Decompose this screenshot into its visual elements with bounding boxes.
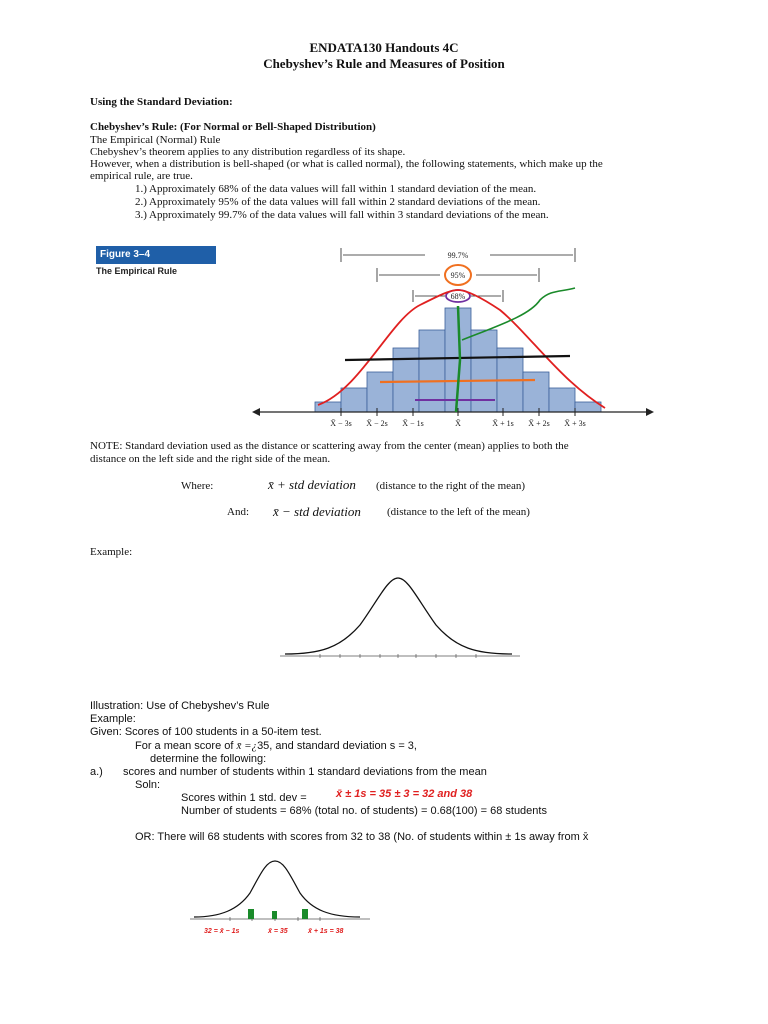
pct-mid-label: 95% — [450, 271, 466, 280]
illustration-title: Illustration: Use of Chebyshev’s Rule — [90, 700, 270, 712]
tick-minus-3s: X̄ − 3s — [330, 419, 352, 428]
and-formula: x̄ − std deviation — [273, 504, 361, 519]
mean-line — [135, 740, 417, 753]
illustration-bell-curve — [190, 855, 370, 925]
doc-title: ENDATA130 Handouts 4C — [309, 40, 459, 55]
where-label: Where: — [181, 480, 214, 492]
and-label: And: — [227, 506, 249, 518]
note-line-1: NOTE: Standard deviation used as the distance or scattering away from the center (mean) applies to both the — [90, 440, 569, 452]
mean-line-formula: x̄ =¿ — [236, 740, 258, 752]
given-line: Given: Scores of 100 students in a 50-item test. — [90, 726, 322, 738]
note-line-2: distance on the left side and the right side of the mean. — [90, 453, 331, 465]
rule-item-2: 2.) Approximately 95% of the data values will fall within 2 standard deviations of the mean. — [135, 196, 541, 208]
empirical-rule-figure — [240, 240, 660, 435]
example-label: Example: — [90, 546, 133, 558]
handwritten-scores: x̄ ± 1s = 35 ± 3 = 32 and 38 — [336, 788, 473, 800]
pct-inner-label: 68% — [450, 292, 466, 301]
tick-plus-3s: X̄ + 3s — [564, 419, 586, 428]
handwritten-left-label: 32 = x̄ − 1s — [204, 928, 240, 935]
determine-line: determine the following: — [150, 753, 267, 765]
example-bell-curve — [280, 570, 520, 665]
intro-line-3: empirical rule, are true. — [90, 170, 193, 182]
illustration-example: Example: — [90, 713, 136, 725]
item-a-text: scores and number of students within 1 standard deviations from the mean — [123, 766, 487, 778]
figure-label: Figure 3–4 — [96, 246, 216, 264]
where-description: (distance to the right of the mean) — [376, 480, 526, 492]
section-heading: Using the Standard Deviation: — [90, 96, 233, 108]
doc-subtitle: Chebyshev’s Rule and Measures of Position — [263, 56, 505, 71]
or-line: OR: There will 68 students with scores from 32 to 38 (No. of students within ± 1s away from x̄ — [135, 831, 589, 843]
tick-mean: X̄ — [455, 419, 461, 428]
pct-outer-label: 99.7% — [447, 251, 469, 260]
tick-plus-2s: X̄ + 2s — [528, 419, 550, 428]
where-formula: x̄ + std deviation — [268, 477, 356, 492]
figure-title: The Empirical Rule — [96, 266, 178, 276]
soln-label: Soln: — [135, 779, 161, 791]
scores-within-line: Scores within 1 std. dev = — [181, 792, 307, 804]
rule-item-3: 3.) Approximately 99.7% of the data values will fall within 3 standard deviations of the mean. — [135, 209, 549, 221]
handwritten-right-label: x̄ + 1s = 38 — [308, 928, 344, 935]
and-description: (distance to the left of the mean) — [387, 506, 530, 518]
mean-line-pre: For a mean score of — [135, 740, 237, 752]
tick-plus-1s: X̄ + 1s — [492, 419, 514, 428]
rule-name: The Empirical (Normal) Rule — [90, 134, 221, 146]
rule-heading: Chebyshev’s Rule: (For Normal or Bell-Shaped Distribution) — [90, 121, 376, 133]
mean-line-post: 35, and standard deviation s = 3, — [257, 740, 417, 752]
handwritten-mid-label: x̄ = 35 — [268, 928, 288, 935]
intro-line-2: However, when a distribution is bell-shaped (or what is called normal), the following statements, which make up the — [90, 158, 603, 170]
intro-line-1: Chebyshev’s theorem applies to any distribution regardless of its shape. — [90, 146, 406, 158]
item-a-label: a.) — [90, 766, 103, 778]
number-students-line: Number of students = 68% (total no. of students) = 0.68(100) = 68 students — [181, 805, 547, 817]
tick-minus-1s: X̄ − 1s — [402, 419, 424, 428]
tick-minus-2s: X̄ − 2s — [366, 419, 388, 428]
rule-item-1: 1.) Approximately 68% of the data values will fall within 1 standard deviation of the mean. — [135, 183, 537, 195]
